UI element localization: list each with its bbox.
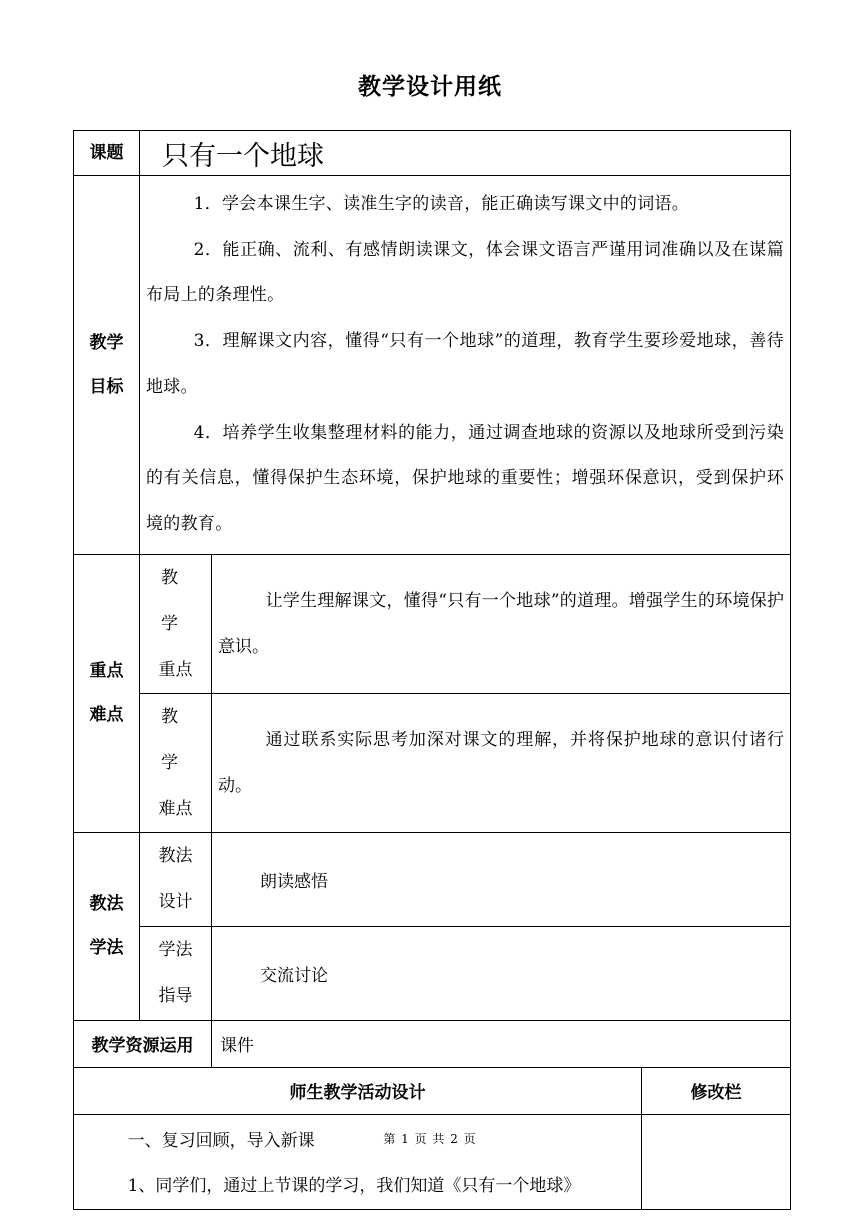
- methods-label-line1: 教法: [89, 894, 124, 915]
- lesson-title-row: [74, 131, 791, 176]
- page-footer: 第 1 页 共 2 页: [383, 1132, 477, 1146]
- lesson-label: 课题: [74, 131, 140, 176]
- resources-label: 教学资源运用: [74, 1020, 212, 1067]
- teaching-method-text: 朗读感悟: [212, 832, 791, 926]
- learning-method-label-line1: 学法: [158, 940, 193, 961]
- teaching-method-label-line2: 设计: [158, 892, 193, 913]
- objectives-row: [74, 176, 791, 555]
- activities-content: [74, 1114, 642, 1209]
- activities-content-row: [74, 1114, 791, 1209]
- learning-method-text: 交流讨论: [212, 926, 791, 1020]
- learning-method-row: [74, 926, 791, 1020]
- resources-row: [74, 1020, 791, 1067]
- learning-method-label-line2: 指导: [158, 986, 193, 1007]
- difficulty-label-line2: 难点: [158, 798, 193, 819]
- revision-content: [642, 1114, 791, 1209]
- difficulty-label: [140, 693, 212, 832]
- lesson-plan-table: [73, 130, 791, 1210]
- teaching-method-label: [140, 832, 212, 926]
- objectives-label-line2: 目标: [89, 376, 124, 397]
- teaching-method-row: [74, 832, 791, 926]
- key-points-label-line2: 难点: [89, 705, 124, 726]
- difficulty-text: [212, 693, 791, 832]
- difficulty-row: [74, 693, 791, 832]
- lesson-title: 只有一个地球: [140, 131, 791, 176]
- methods-label: [74, 832, 140, 1020]
- learning-method-label: [140, 926, 212, 1020]
- focus-text: [212, 554, 791, 693]
- activities-header: 师生教学活动设计: [74, 1067, 642, 1114]
- resources-value: 课件: [212, 1020, 791, 1067]
- activity-line: 1、同学们，通过上节课的学习，我们知道《只有一个地球》: [127, 1175, 581, 1196]
- revision-header: 修改栏: [642, 1067, 791, 1114]
- document-title: 教学设计用纸: [358, 74, 502, 100]
- focus-paragraph: 让学生理解课文，懂得“只有一个地球”的道理。增强学生的环境保护意识。: [218, 590, 785, 657]
- objective-item: 4．培养学生收集整理材料的能力，通过调查地球的资源以及地球所受到污染的有关信息，懂得保护生态环境，保护地球的重要性；增强环保意识，受到保护环境的教育。: [146, 422, 785, 534]
- objectives-label: [74, 176, 140, 555]
- key-points-label: [74, 554, 140, 832]
- objective-item: 2．能正确、流利、有感情朗读课文，体会课文语言严谨用词准确以及在谋篇布局上的条理性。: [146, 239, 785, 306]
- methods-label-line2: 学法: [89, 938, 124, 959]
- difficulty-label-line1: 教学: [161, 706, 196, 773]
- activity-line: 一、复习回顾，导入新课: [127, 1130, 315, 1151]
- key-points-label-line1: 重点: [89, 661, 124, 682]
- focus-row: [74, 554, 791, 693]
- focus-label-line2: 重点: [158, 659, 193, 680]
- objective-item: 1．学会本课生字、读准生字的读音，能正确读写课文中的词语。: [193, 194, 690, 214]
- focus-label-line1: 教学: [161, 567, 196, 634]
- objective-item: 3．理解课文内容，懂得“只有一个地球”的道理，教育学生要珍爱地球，善待地球。: [146, 331, 785, 397]
- difficulty-paragraph: 通过联系实际思考加深对课文的理解，并将保护地球的意识付诸行动。: [218, 729, 785, 796]
- objectives-label-line1: 教学: [89, 332, 124, 353]
- objectives-content: [140, 176, 791, 555]
- focus-label: [140, 554, 212, 693]
- activities-header-row: [74, 1067, 791, 1114]
- teaching-method-label-line1: 教法: [158, 846, 193, 867]
